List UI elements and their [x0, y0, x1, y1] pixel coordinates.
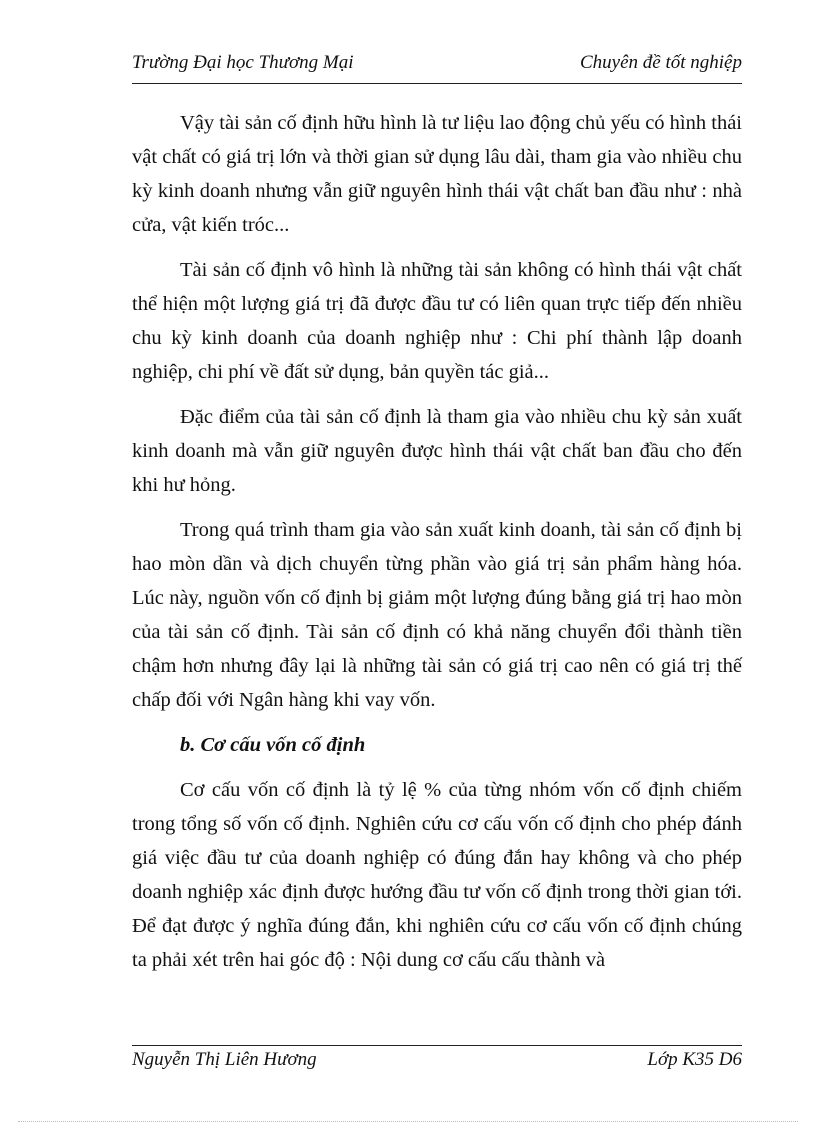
page-footer	[132, 1049, 742, 1077]
footer-author-name: Nguyễn Thị Liên Hương	[132, 1049, 317, 1070]
section-subheading: b. Cơ cấu vốn cố định	[180, 734, 366, 756]
paragraph: Vậy tài sản cố định hữu hình là tư liệu lao động chủ yếu có hình thái vật chất có giá trị lớn và thời gian sử dụng lâu dài, tham gia vào nhiều chu kỳ kinh doanh nhưng vẫn giữ nguyên hình thái vật chất ban đầu như : nhà cửa, vật kiến tróc...	[132, 112, 742, 236]
paragraph: Đặc điểm của tài sản cố định là tham gia vào nhiều chu kỳ sản xuất kinh doanh mà vẫn giữ nguyên được hình thái vật chất ban đầu cho đến khi hư hỏng.	[132, 406, 742, 496]
paragraph: Cơ cấu vốn cố định là tỷ lệ % của từng nhóm vốn cố định chiếm trong tổng số vốn cố định. Nghiên cứu cơ cấu vốn cố định cho phép đánh giá việc đầu tư của doanh nghiệp có đúng đắn hay không và cho phép doanh nghiệp xác định được hướng đầu tư vốn cố định trong thời gian tới. Để đạt được ý nghĩa đúng đắn, khi nghiên cứu cơ cấu vốn cố định chúng ta phải xét trên hai góc độ : Nội dung cơ cấu cấu thành và	[132, 779, 742, 971]
footer-divider	[132, 1045, 742, 1046]
body-text	[132, 106, 742, 977]
paragraph: Tài sản cố định vô hình là những tài sản không có hình thái vật chất thể hiện một lượng giá trị đã được đầu tư có liên quan trực tiếp đến nhiều chu kỳ kinh doanh của doanh nghiệp như : Chi phí thành lập doanh nghiệp, chi phí về đất sử dụng, bản quyền tác giả...	[132, 259, 742, 383]
paragraph: Trong quá trình tham gia vào sản xuất kinh doanh, tài sản cố định bị hao mòn dần và dịch chuyển từng phần vào giá trị sản phẩm hàng hóa. Lúc này, nguồn vốn cố định bị giảm một lượng đúng bằng giá trị hao mòn của tài sản cố định. Tài sản cố định có khả năng chuyển đổi thành tiền chậm hơn nhưng đây lại là những tài sản có giá trị cao nên có giá trị thế chấp đối với Ngân hàng khi vay vốn.	[132, 519, 742, 711]
footer-class-code: Lớp K35 D6	[647, 1049, 742, 1070]
page-header	[132, 52, 742, 80]
page-bottom-edge	[18, 1121, 798, 1122]
header-school-name: Trường Đại học Thương Mại	[132, 52, 354, 73]
header-document-type: Chuyên đề tốt nghiệp	[580, 52, 742, 73]
header-divider	[132, 83, 742, 84]
